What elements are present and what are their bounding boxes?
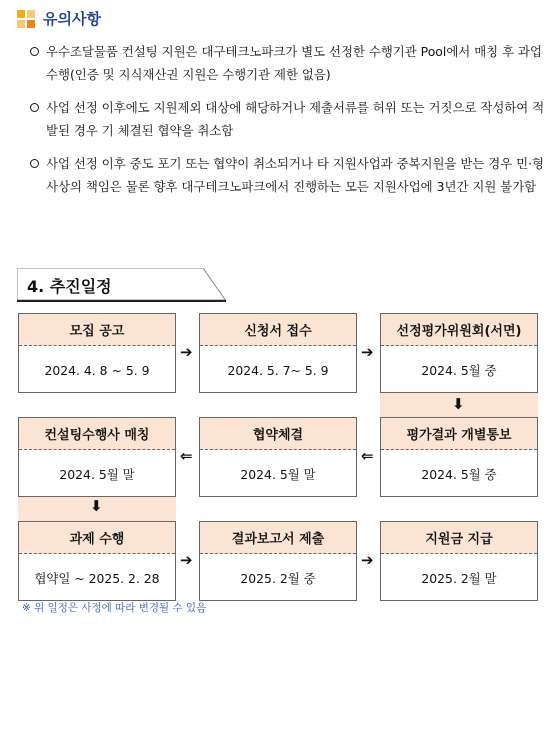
circle-bullet-icon xyxy=(30,47,39,56)
notice-item xyxy=(30,96,549,142)
arrow-right-icon: ➔ xyxy=(361,551,374,569)
arrow-left-icon: ⇐ xyxy=(180,447,193,465)
schedule-note: ※ 위 일정은 사정에 따라 변경될 수 있음 xyxy=(22,602,207,614)
step-date: 2024. 4. 8 ~ 5. 9 xyxy=(44,362,150,378)
notice-item-text: 우수조달물품 컨설팅 지원은 대구테크노파크가 별도 선정한 수행기관 Pool에서 매칭 후 과업 수행(인증 및 지식재산권 지원은 수행기관 제한 없음) xyxy=(46,44,542,82)
step-title: 평가결과 개별통보 xyxy=(381,418,537,450)
section-heading xyxy=(17,268,227,302)
notice-header xyxy=(17,8,101,29)
schedule-step xyxy=(380,417,538,497)
step-date: 2024. 5월 말 xyxy=(59,467,135,482)
schedule-step xyxy=(18,417,176,497)
step-title: 선정평가위원회(서면) xyxy=(381,314,537,346)
step-date: 2024. 5월 중 xyxy=(421,467,497,482)
notice-item-text: 사업 선정 이후에도 지원제외 대상에 해당하거나 제출서류를 허위 또는 거짓으로 작성하여 적발된 경우 기 체결된 협약을 취소함 xyxy=(46,100,545,138)
schedule-step xyxy=(380,521,538,601)
step-title: 신청서 접수 xyxy=(200,314,356,346)
schedule-step xyxy=(18,521,176,601)
step-date: 2024. 5월 말 xyxy=(240,467,316,482)
notice-logo-icon xyxy=(17,10,35,28)
arrow-right-icon: ➔ xyxy=(180,343,193,361)
step-date: 협약일 ~ 2025. 2. 28 xyxy=(34,571,160,586)
notice-list xyxy=(30,40,549,208)
circle-bullet-icon xyxy=(30,159,39,168)
section-title: 4. 추진일정 xyxy=(27,277,112,296)
schedule-step xyxy=(199,521,357,601)
step-title: 컨설팅수행사 매칭 xyxy=(19,418,175,450)
step-date: 2024. 5. 7~ 5. 9 xyxy=(227,362,329,378)
notice-item-text: 사업 선정 이후 중도 포기 또는 협약이 취소되거나 타 지원사업과 중복지원을 받는 경우 민·형사상의 책임은 물론 향후 대구테크노파크에서 진행하는 모든 지원사업에 3년간 지원 불가함 xyxy=(46,156,545,194)
schedule-step xyxy=(380,313,538,393)
arrow-right-icon: ➔ xyxy=(180,551,193,569)
step-title: 결과보고서 제출 xyxy=(200,522,356,554)
step-title: 협약체결 xyxy=(200,418,356,450)
arrow-down-icon: ⬇ xyxy=(452,395,465,413)
notice-item xyxy=(30,152,549,198)
step-title: 지원금 지급 xyxy=(381,522,537,554)
notice-item xyxy=(30,40,549,86)
step-title: 과제 수행 xyxy=(19,522,175,554)
schedule-step xyxy=(18,313,176,393)
schedule-step xyxy=(199,417,357,497)
schedule-step xyxy=(199,313,357,393)
step-date: 2024. 5월 중 xyxy=(421,363,497,378)
arrow-left-icon: ⇐ xyxy=(361,447,374,465)
circle-bullet-icon xyxy=(30,103,39,112)
notice-title: 유의사항 xyxy=(43,10,101,28)
step-date: 2025. 2월 중 xyxy=(240,571,316,586)
arrow-down-icon: ⬇ xyxy=(90,497,103,515)
step-date: 2025. 2월 말 xyxy=(421,571,497,586)
step-title: 모집 공고 xyxy=(19,314,175,346)
arrow-right-icon: ➔ xyxy=(361,343,374,361)
